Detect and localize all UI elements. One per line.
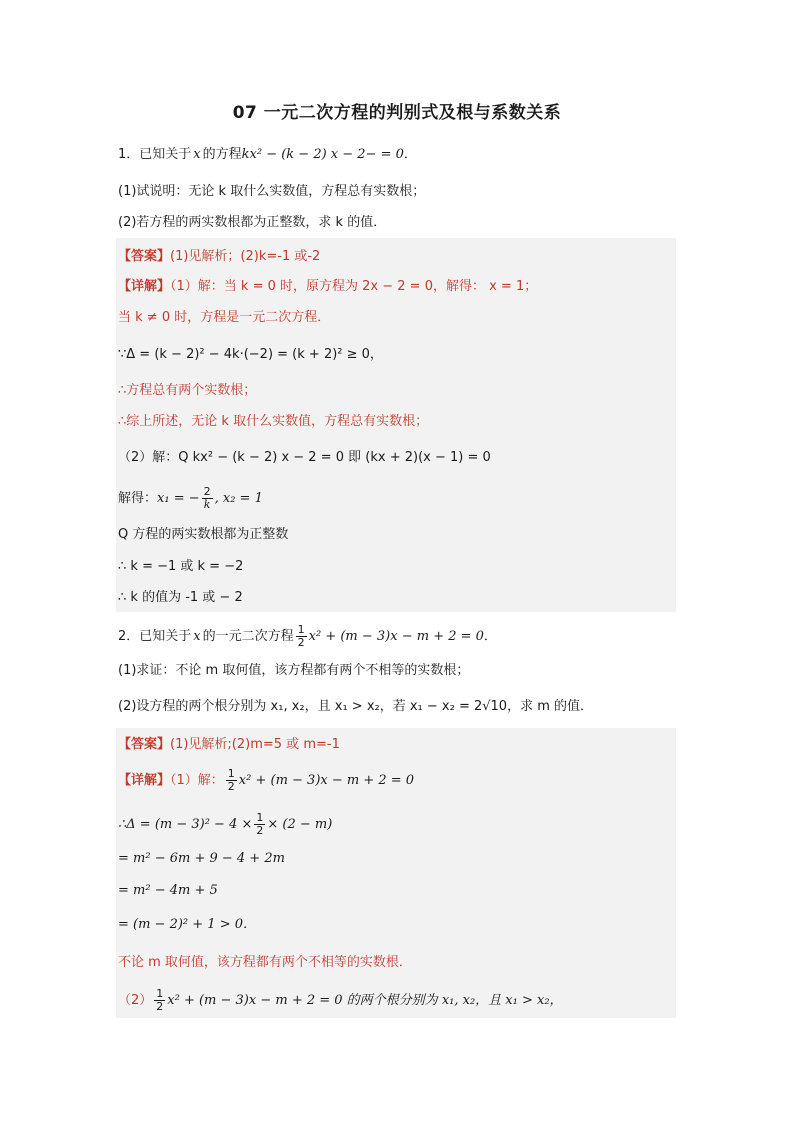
q2-detail-4: = m² − 4m + 5 (118, 883, 218, 898)
q1-detail-4: ∴方程总有两个实数根； (118, 383, 257, 398)
fraction-denominator: 2 (156, 1000, 164, 1013)
q2-answer-tag: 【答案】 (118, 737, 171, 752)
fraction-denominator: 2 (297, 636, 305, 649)
fraction-numerator: 1 (297, 623, 305, 636)
q1-stem-prefix: 1．已知关于 (118, 147, 192, 162)
q1-part2: (2)若方程的两实数根都为正整数，求 k 的值． (118, 215, 387, 230)
q2-stem-var: x (193, 629, 201, 644)
q1-detail-8: Q 方程的两实数根都为正整数 (118, 527, 289, 542)
q1-answer (118, 248, 320, 266)
q2-stem-equation: x² + (m − 3)x − m + 2 = 0 (308, 629, 484, 644)
fraction-denominator: k (203, 498, 211, 511)
q1-answer-text: (1)见解析；(2)k=-1 或-2 (170, 249, 321, 264)
q2-detail-7-prefix: （2） (118, 993, 153, 1008)
q1-detail-7-lhs: x₁ = − (157, 491, 200, 506)
q1-detail-7-rhs: , x₂ = 1 (214, 491, 263, 506)
page-title: 07 一元二次方程的判别式及根与系数关系 (232, 103, 562, 123)
q1-stem-equation: kx² − (k − 2) x − 2− = 0 (241, 147, 404, 162)
q2-detail-1 (118, 768, 414, 793)
q2-detail-2-fraction (254, 812, 265, 837)
q2-detail-tag: 【详解】 (118, 773, 171, 788)
q2-part1: (1)求证：不论 m 取何值，该方程都有两个不相等的实数根； (118, 663, 470, 678)
q1-answer-tag: 【答案】 (118, 249, 171, 264)
q2-detail-2 (118, 812, 332, 837)
q2-detail-5: = (m − 2)² + 1 > 0． (118, 917, 256, 932)
q1-detail-1-text: （1）解：当 k = 0 时，原方程为 2x − 2 = 0，解得： x = 1； (170, 279, 538, 294)
q2-detail-3: = m² − 6m + 9 − 4 + 2m (118, 851, 285, 866)
q2-detail-7-fraction (154, 988, 165, 1013)
q2-answer-text: (1)见解析;(2)m=5 或 m=-1 (170, 737, 340, 752)
fraction-numerator: 1 (156, 987, 164, 1000)
q2-detail-6: 不论 m 取何值，该方程都有两个不相等的实数根． (118, 955, 412, 970)
fraction-numerator: 1 (227, 767, 235, 780)
q2-stem-end: ． (483, 629, 497, 644)
q1-detail-9: ∴ k = −1 或 k = −2 (118, 559, 244, 574)
q2-detail-2-suffix: × (2 − m) (267, 817, 333, 832)
q1-part1: (1)试说明：无论 k 取什么实数值，方程总有实数根； (118, 184, 426, 199)
q2-part2: (2)设方程的两个根分别为 x₁, x₂，且 x₁ > x₂，若 x₁ − x₂ = 2√10，求 m 的值． (118, 699, 594, 714)
q1-stem-mid: 的方程 (202, 147, 242, 162)
q2-answer (118, 736, 340, 754)
q1-detail-7-fraction (202, 486, 213, 511)
q2-detail-7 (118, 988, 563, 1013)
q2-detail-1-prefix: （1）解： (170, 773, 224, 788)
fraction-denominator: 2 (227, 780, 235, 793)
q2-stem-prefix: 2．已知关于 (118, 629, 192, 644)
q2-stem-mid: 的一元二次方程 (202, 629, 294, 644)
q1-detail-tag: 【详解】 (118, 279, 171, 294)
fraction-denominator: 2 (256, 824, 264, 837)
fraction-numerator: 2 (203, 485, 211, 498)
q2-detail-7-equation: x² + (m − 3)x − m + 2 = 0 的两个根分别为 x₁, x₂，且 x₁ > x₂， (167, 993, 563, 1008)
q1-stem-end: ． (403, 147, 417, 162)
q1-detail-1 (118, 278, 537, 296)
q1-detail-2: 当 k ≠ 0 时，方程是一元二次方程． (118, 310, 331, 325)
q1-stem (118, 146, 417, 164)
q1-stem-var: x (193, 147, 201, 162)
q1-detail-6: （2）解：Q kx² − (k − 2) x − 2 = 0 即 (kx + 2)(x − 1) = 0 (118, 450, 491, 465)
q1-detail-5: ∴综上所述，无论 k 取什么实数值，方程总有实数根； (118, 414, 429, 429)
q1-detail-3: ∵Δ = (k − 2)² − 4k·(−2) = (k + 2)² ≥ 0， (118, 347, 383, 362)
fraction-numerator: 1 (256, 811, 264, 824)
q1-detail-7-prefix: 解得： (118, 491, 158, 506)
q1-detail-7 (118, 486, 263, 511)
q2-detail-1-fraction (226, 768, 237, 793)
q2-detail-2-prefix: ∴Δ = (m − 3)² − 4 × (118, 817, 253, 832)
q2-stem (118, 624, 497, 649)
q1-detail-10: ∴ k 的值为 -1 或 − 2 (118, 590, 243, 605)
q2-detail-1-equation: x² + (m − 3)x − m + 2 = 0 (238, 773, 415, 788)
q2-stem-fraction (296, 624, 307, 649)
